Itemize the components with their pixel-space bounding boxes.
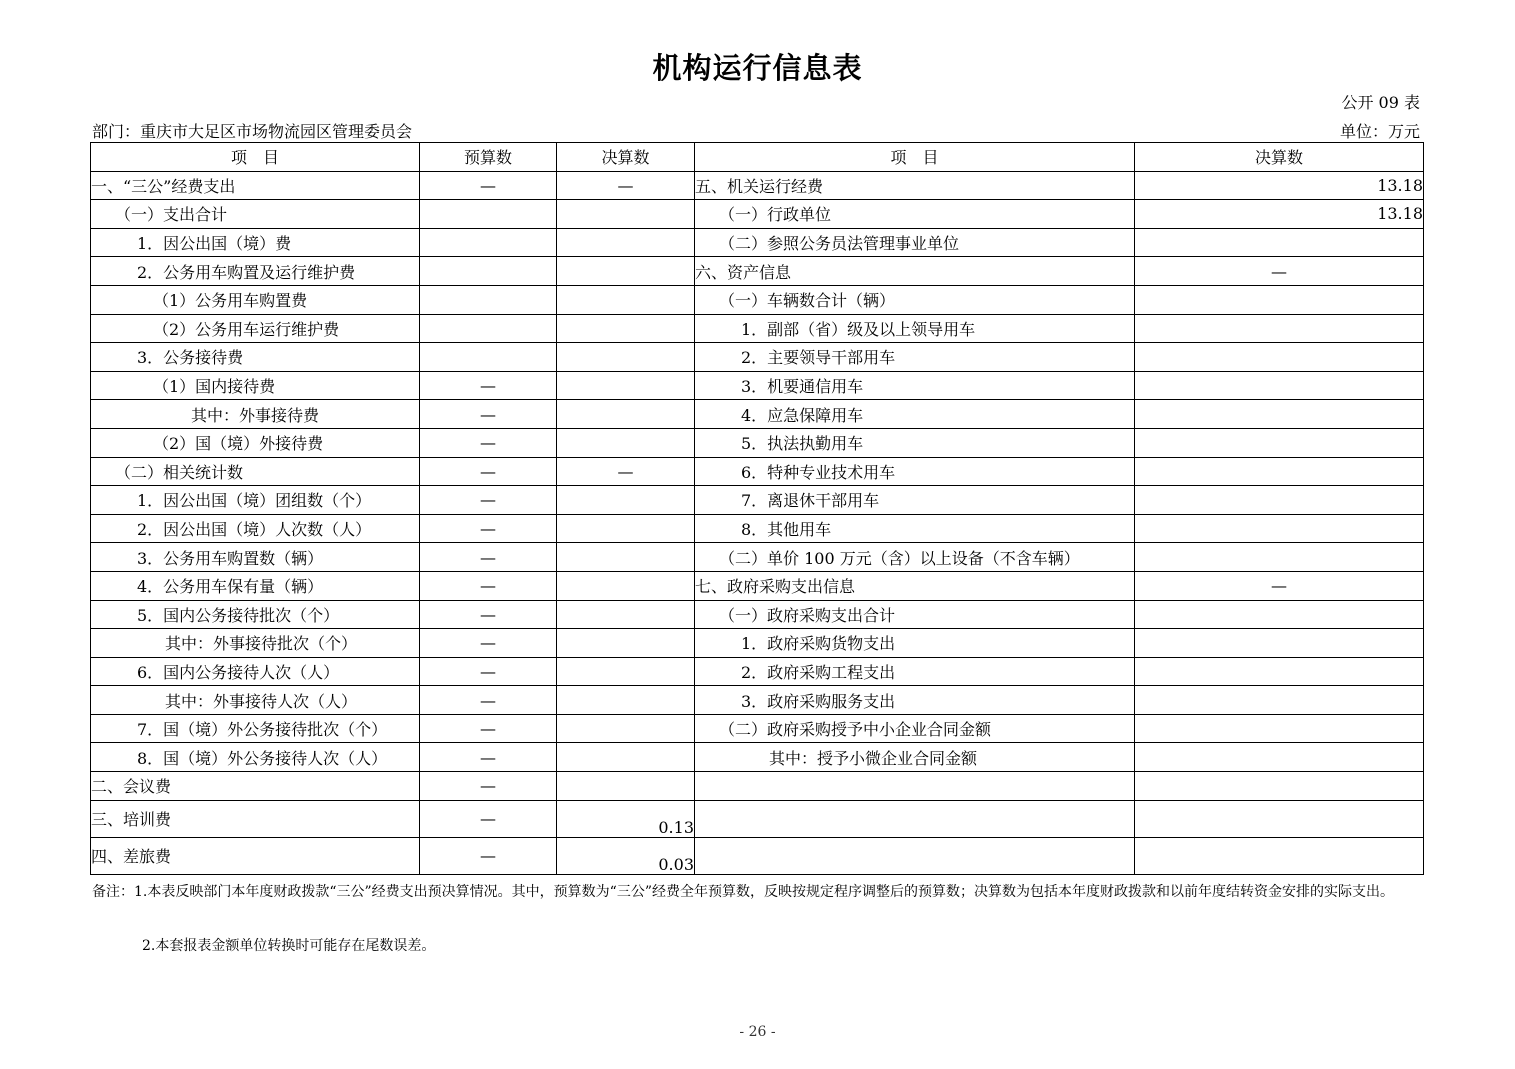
right-final-cell (1135, 543, 1424, 572)
table-row (91, 200, 1424, 229)
left-item: （一）支出合计 (91, 200, 420, 229)
final-cell (557, 400, 695, 429)
right-final-cell (1135, 428, 1424, 457)
right-final-cell (1135, 657, 1424, 686)
left-item: 5．国内公务接待批次（个） (91, 600, 420, 629)
table-row (91, 571, 1424, 600)
budget-cell: — (420, 171, 557, 200)
right-item: 1．副部（省）级及以上领导用车 (695, 314, 1135, 343)
table-row (91, 743, 1424, 772)
note-2: 2.本套报表金额单位转换时可能存在尾数误差。 (142, 938, 436, 954)
right-final-cell: 13.18 (1135, 171, 1424, 200)
right-item: 七、政府采购支出信息 (695, 571, 1135, 600)
header-budget: 预算数 (420, 143, 557, 172)
right-item: 4．应急保障用车 (695, 400, 1135, 429)
final-cell: 0.13 (557, 800, 695, 837)
budget-cell: — (420, 371, 557, 400)
final-cell (557, 743, 695, 772)
left-item: 4．公务用车保有量（辆） (91, 571, 420, 600)
left-item: 3．公务接待费 (91, 343, 420, 372)
table-row (91, 543, 1424, 572)
budget-cell (420, 285, 557, 314)
final-cell (557, 371, 695, 400)
table-body (91, 171, 1424, 874)
page-number: - 26 - (739, 1024, 776, 1040)
left-item: 2．公务用车购置及运行维护费 (91, 257, 420, 286)
left-item: （1）公务用车购置费 (91, 285, 420, 314)
final-cell (557, 486, 695, 515)
final-cell (557, 257, 695, 286)
left-item: 一、“三公”经费支出 (91, 171, 420, 200)
right-item: （一）车辆数合计（辆） (695, 285, 1135, 314)
right-final-cell (1135, 514, 1424, 543)
table-row (91, 428, 1424, 457)
right-item (695, 800, 1135, 837)
budget-cell: — (420, 543, 557, 572)
right-final-cell (1135, 457, 1424, 486)
right-final-cell (1135, 314, 1424, 343)
table-row (91, 800, 1424, 837)
final-cell (557, 228, 695, 257)
final-cell (557, 629, 695, 658)
budget-cell (420, 200, 557, 229)
left-item: 8．国（境）外公务接待人次（人） (91, 743, 420, 772)
right-final-cell (1135, 629, 1424, 658)
right-final-cell: 13.18 (1135, 200, 1424, 229)
left-item: 3．公务用车购置数（辆） (91, 543, 420, 572)
final-cell (557, 600, 695, 629)
table-row (91, 371, 1424, 400)
right-final-cell: — (1135, 257, 1424, 286)
budget-cell: — (420, 571, 557, 600)
header-item-right: 项 目 (695, 143, 1135, 172)
table-row (91, 457, 1424, 486)
budget-cell: — (420, 457, 557, 486)
right-final-cell (1135, 228, 1424, 257)
budget-cell: — (420, 600, 557, 629)
right-item: （二）参照公务员法管理事业单位 (695, 228, 1135, 257)
final-cell (557, 543, 695, 572)
right-item: 1．政府采购货物支出 (695, 629, 1135, 658)
table-row (91, 343, 1424, 372)
right-final-cell (1135, 686, 1424, 715)
final-cell (557, 285, 695, 314)
final-cell (557, 772, 695, 801)
final-cell (557, 428, 695, 457)
table-row (91, 600, 1424, 629)
right-item: 5．执法执勤用车 (695, 428, 1135, 457)
budget-cell (420, 343, 557, 372)
budget-cell: — (420, 400, 557, 429)
final-cell: — (557, 171, 695, 200)
final-cell (557, 343, 695, 372)
right-item (695, 837, 1135, 874)
right-item: （二）政府采购授予中小企业合同金额 (695, 714, 1135, 743)
right-final-cell (1135, 600, 1424, 629)
left-item: 二、会议费 (91, 772, 420, 801)
budget-cell: — (420, 714, 557, 743)
table-row (91, 714, 1424, 743)
right-final-cell (1135, 772, 1424, 801)
table-row (91, 228, 1424, 257)
header-final: 决算数 (557, 143, 695, 172)
right-final-cell (1135, 343, 1424, 372)
left-item: 1．因公出国（境）费 (91, 228, 420, 257)
right-item: 六、资产信息 (695, 257, 1135, 286)
table-row (91, 657, 1424, 686)
table-row (91, 400, 1424, 429)
final-cell (557, 314, 695, 343)
left-item: 其中：外事接待费 (91, 400, 420, 429)
table-row (91, 486, 1424, 515)
budget-cell: — (420, 800, 557, 837)
right-final-cell (1135, 837, 1424, 874)
left-item: 四、差旅费 (91, 837, 420, 874)
table-row (91, 629, 1424, 658)
final-cell (557, 514, 695, 543)
budget-cell: — (420, 743, 557, 772)
table-row (91, 837, 1424, 874)
final-cell (557, 571, 695, 600)
right-item: 2．主要领导干部用车 (695, 343, 1135, 372)
right-item: 7．离退休干部用车 (695, 486, 1135, 515)
right-item: 3．政府采购服务支出 (695, 686, 1135, 715)
left-item: （二）相关统计数 (91, 457, 420, 486)
left-item: 其中：外事接待批次（个） (91, 629, 420, 658)
right-final-cell (1135, 371, 1424, 400)
budget-cell: — (420, 837, 557, 874)
budget-cell: — (420, 514, 557, 543)
left-item: （2）国（境）外接待费 (91, 428, 420, 457)
right-item: 8．其他用车 (695, 514, 1135, 543)
form-number: 公开 09 表 (1341, 93, 1420, 112)
final-cell (557, 200, 695, 229)
right-item: （一）政府采购支出合计 (695, 600, 1135, 629)
department-label: 部门：重庆市大足区市场物流园区管理委员会 (92, 122, 413, 141)
right-item: （一）行政单位 (695, 200, 1135, 229)
right-item: 五、机关运行经费 (695, 171, 1135, 200)
note-1: 备注：1.本表反映部门本年度财政拨款“三公”经费支出预决算情况。其中，预算数为“三公”经费全年预算数，反映按规定程序调整后的预算数；决算数为包括本年度财政拨款和以前年度结转资金安排的实际支出。 (92, 884, 1394, 900)
final-cell (557, 686, 695, 715)
header-row (91, 143, 1424, 172)
right-final-cell (1135, 714, 1424, 743)
table-row (91, 772, 1424, 801)
right-item: 2．政府采购工程支出 (695, 657, 1135, 686)
table-row (91, 686, 1424, 715)
final-cell: 0.03 (557, 837, 695, 874)
left-item: （1）国内接待费 (91, 371, 420, 400)
right-item (695, 772, 1135, 801)
header-item: 项 目 (91, 143, 420, 172)
final-cell (557, 714, 695, 743)
budget-cell: — (420, 772, 557, 801)
final-cell (557, 657, 695, 686)
right-final-cell (1135, 486, 1424, 515)
left-item: 7．国（境）外公务接待批次（个） (91, 714, 420, 743)
table-row (91, 171, 1424, 200)
unit-label: 单位：万元 (1339, 122, 1420, 141)
right-final-cell (1135, 400, 1424, 429)
left-item: 其中：外事接待人次（人） (91, 686, 420, 715)
left-item: 1．因公出国（境）团组数（个） (91, 486, 420, 515)
right-final-cell (1135, 743, 1424, 772)
left-item: 2．因公出国（境）人次数（人） (91, 514, 420, 543)
header-final-right: 决算数 (1135, 143, 1424, 172)
right-item: 3．机要通信用车 (695, 371, 1135, 400)
table-row (91, 285, 1424, 314)
budget-cell: — (420, 486, 557, 515)
budget-cell (420, 257, 557, 286)
right-item: 6．特种专业技术用车 (695, 457, 1135, 486)
left-item: 6．国内公务接待人次（人） (91, 657, 420, 686)
page-title: 机构运行信息表 (652, 51, 863, 85)
table-row (91, 314, 1424, 343)
budget-cell: — (420, 686, 557, 715)
left-item: （2）公务用车运行维护费 (91, 314, 420, 343)
info-table (90, 142, 1424, 875)
right-item: （二）单价 100 万元（含）以上设备（不含车辆） (695, 543, 1135, 572)
right-item: 其中：授予小微企业合同金额 (695, 743, 1135, 772)
right-final-cell (1135, 285, 1424, 314)
budget-cell (420, 314, 557, 343)
right-final-cell (1135, 800, 1424, 837)
budget-cell: — (420, 629, 557, 658)
final-cell: — (557, 457, 695, 486)
table-row (91, 257, 1424, 286)
right-final-cell: — (1135, 571, 1424, 600)
budget-cell: — (420, 428, 557, 457)
budget-cell: — (420, 657, 557, 686)
left-item: 三、培训费 (91, 800, 420, 837)
table-row (91, 514, 1424, 543)
budget-cell (420, 228, 557, 257)
